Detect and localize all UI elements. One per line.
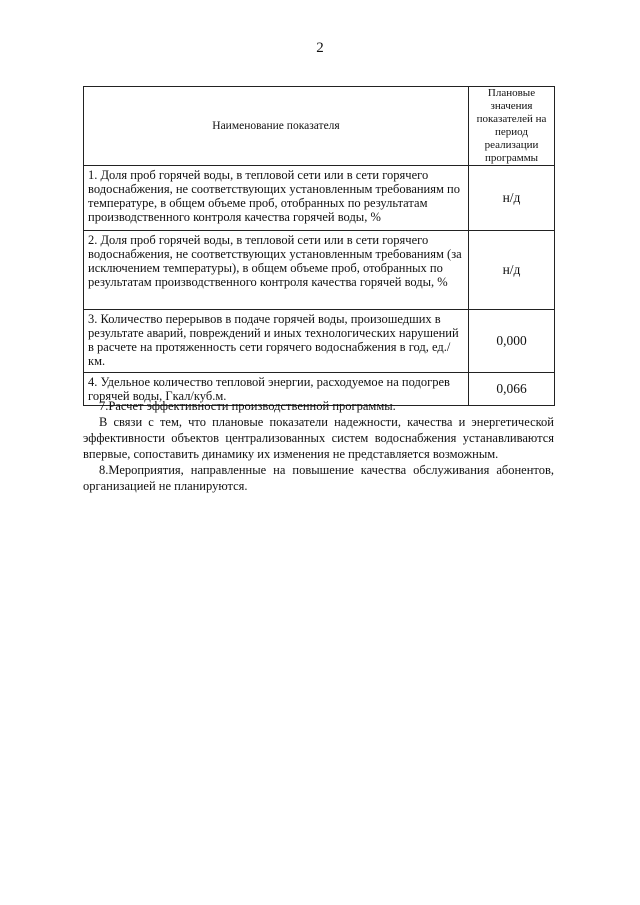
indicator-value-cell: 0,000 [469, 310, 555, 373]
body-text [83, 398, 554, 494]
indicator-name-cell: 4. Удельное количество тепловой энергии, расходуемое на подогрев горячей воды, Гкал/куб.м. [84, 373, 469, 406]
indicator-value-cell: 0,066 [469, 373, 555, 406]
indicator-name-cell: 2. Доля проб горячей воды, в тепловой сети или в сети горячего водоснабжения, не соответствующих установленным требованиям (за исключением температуры), в общем объеме проб, отобранных по результатам производственного контроля качества горячей воды, % [84, 231, 469, 310]
page-number: 2 [316, 40, 324, 56]
section-8-paragraph: 8.Мероприятия, направленные на повышение качества обслуживания абонентов, организацией не планируются. [83, 463, 554, 493]
section-7-paragraph: В связи с тем, что плановые показатели надежности, качества и энергетической эффективности объектов централизованных систем водоснабжения устанавливаются впервые, сопоставить динамику их изменения не представляется возможным. [83, 415, 554, 461]
header-planned-values: Плановые значения показателей на период реализации программы [469, 87, 555, 166]
indicators-table [83, 86, 555, 406]
table-row [84, 231, 555, 310]
indicator-name-cell: 1. Доля проб горячей воды, в тепловой сети или в сети горячего водоснабжения, не соответствующих установленным требованиям по температуре, в общем объеме проб, отобранных по результатам производственного контроля качества горячей воды, % [84, 166, 469, 231]
indicator-name-cell: 3. Количество перерывов в подаче горячей воды, произошедших в результате аварий, повреждений и иных технологических нарушений в расчете на протяженность сети горячего водоснабжения в год, ед./км. [84, 310, 469, 373]
indicator-value-cell: н/д [469, 231, 555, 310]
indicator-value-cell: н/д [469, 166, 555, 231]
table-header-row [84, 87, 555, 166]
section-7-heading: 7.Расчет эффективности производственной программы. [99, 399, 396, 413]
table-row [84, 166, 555, 231]
table-row [84, 310, 555, 373]
header-indicator-name: Наименование показателя [84, 87, 469, 166]
